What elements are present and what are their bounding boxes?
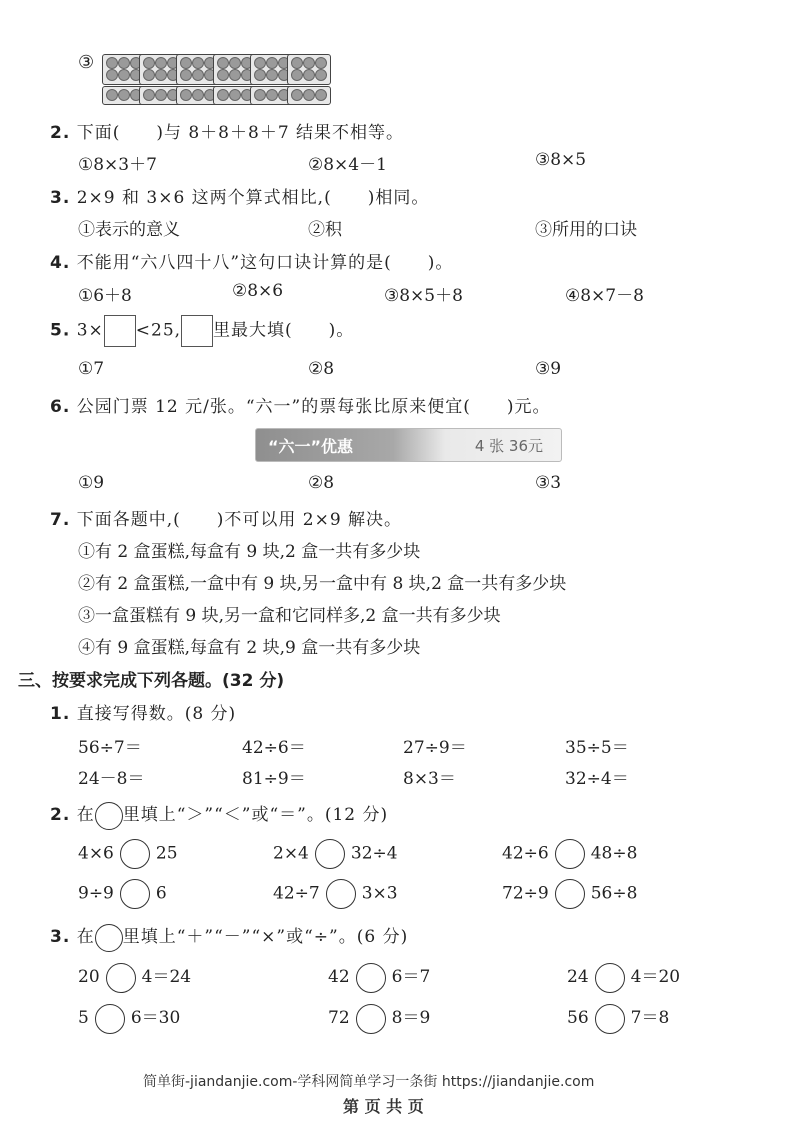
- banner-title: “六一”优惠: [268, 437, 354, 456]
- answer-box[interactable]: [104, 315, 136, 347]
- dot: [266, 69, 278, 81]
- operator-item: [328, 1003, 430, 1034]
- right-expr: 6: [155, 883, 167, 904]
- oral-calc[interactable]: 56÷7＝: [78, 738, 142, 758]
- q6-option-3[interactable]: ③3: [535, 473, 562, 493]
- q2-option-2[interactable]: ②8×4－1: [308, 155, 387, 175]
- left-expr: 42÷6: [502, 843, 549, 864]
- dot-group: [287, 86, 331, 105]
- right-expr: 6＝7: [391, 967, 431, 987]
- right-expr: 4＝20: [630, 967, 681, 987]
- q3-option-2[interactable]: ②积: [308, 220, 342, 240]
- circle-icon: [95, 802, 123, 830]
- operator-item: [567, 962, 680, 993]
- question-number: 2.: [50, 805, 71, 825]
- dot: [254, 69, 266, 81]
- q1-marker: ③: [78, 52, 96, 73]
- answer-circle[interactable]: [326, 879, 356, 909]
- dot: [315, 89, 327, 101]
- right-expr: 6＝30: [130, 1008, 181, 1028]
- section-3-title: 三、按要求完成下列各题。(32 分): [18, 671, 285, 691]
- right-expr: 7＝8: [630, 1008, 670, 1028]
- operator-item: [567, 1003, 669, 1034]
- question-text: 公园门票 12 元/张。“六一”的票每张比原来便宜( )元。: [76, 397, 551, 417]
- right-expr: 4＝24: [141, 967, 192, 987]
- q5-option-1[interactable]: ①7: [78, 359, 105, 379]
- oral-calc[interactable]: 81÷9＝: [242, 769, 306, 789]
- dot: [303, 89, 315, 101]
- answer-circle[interactable]: [120, 839, 150, 869]
- dot: [106, 57, 118, 69]
- s3-question-1: [50, 699, 236, 724]
- dot: [143, 57, 155, 69]
- question-text: 2×9 和 3×6 这两个算式相比,( )相同。: [76, 188, 430, 208]
- question-6: [50, 392, 551, 417]
- s3-question-2: [50, 800, 388, 830]
- question-text-pre: 在: [76, 805, 95, 825]
- answer-circle[interactable]: [595, 963, 625, 993]
- answer-circle[interactable]: [356, 1004, 386, 1034]
- question-text: 下面各题中,( )不可以用 2×9 解决。: [76, 510, 403, 530]
- answer-circle[interactable]: [555, 879, 585, 909]
- dot: [254, 89, 266, 101]
- operator-item: [78, 1003, 180, 1034]
- question-text-post: 里最大填( )。: [213, 320, 355, 341]
- answer-circle[interactable]: [120, 879, 150, 909]
- question-7: [50, 505, 402, 530]
- dot: [315, 69, 327, 81]
- question-3: [50, 183, 429, 208]
- dot: [155, 57, 167, 69]
- left-number: 56: [567, 1008, 589, 1028]
- q3-option-3[interactable]: ③所用的口诀: [535, 220, 637, 240]
- question-number: 2.: [50, 123, 71, 143]
- question-number: 6.: [50, 397, 71, 417]
- dot: [229, 89, 241, 101]
- dot: [118, 57, 130, 69]
- dot: [291, 57, 303, 69]
- question-5: [50, 315, 354, 347]
- q2-option-3[interactable]: ③8×5: [535, 150, 587, 170]
- dot: [106, 69, 118, 81]
- question-number: 7.: [50, 510, 71, 530]
- compare-item: [502, 839, 637, 869]
- q7-option-4[interactable]: ④有 9 盒蛋糕,每盒有 2 块,9 盒一共有多少块: [78, 638, 421, 658]
- dot: [217, 57, 229, 69]
- dot: [303, 57, 315, 69]
- dot: [180, 89, 192, 101]
- dot: [266, 57, 278, 69]
- answer-circle[interactable]: [95, 1004, 125, 1034]
- dot: [229, 57, 241, 69]
- left-number: 24: [567, 967, 589, 987]
- dot: [180, 69, 192, 81]
- dot: [106, 89, 118, 101]
- q4-option-2[interactable]: ②8×6: [232, 281, 284, 301]
- q5-option-2[interactable]: ②8: [308, 359, 335, 379]
- question-4: [50, 248, 453, 273]
- answer-circle[interactable]: [595, 1004, 625, 1034]
- question-number: 3.: [50, 927, 71, 947]
- compare-item: [502, 879, 637, 909]
- dot: [266, 89, 278, 101]
- question-text-pre: 在: [76, 927, 95, 947]
- left-expr: 42÷7: [273, 883, 320, 904]
- circle-icon: [95, 924, 123, 952]
- right-expr: 8＝9: [391, 1008, 431, 1028]
- compare-item: [273, 839, 398, 869]
- answer-box[interactable]: [181, 315, 213, 347]
- q6-option-1[interactable]: ①9: [78, 473, 105, 493]
- q3-option-1[interactable]: ①表示的意义: [78, 220, 180, 240]
- oral-calc[interactable]: 8×3＝: [403, 769, 456, 789]
- compare-item: [78, 879, 167, 909]
- q7-option-3[interactable]: ③一盒蛋糕有 9 块,另一盒和它同样多,2 盒一共有多少块: [78, 606, 501, 626]
- oral-calc[interactable]: 35÷5＝: [565, 738, 629, 758]
- dot: [303, 69, 315, 81]
- dot: [143, 69, 155, 81]
- left-expr: 4×6: [78, 843, 114, 864]
- answer-circle[interactable]: [315, 839, 345, 869]
- q2-option-1[interactable]: ①8×3＋7: [78, 155, 157, 175]
- question-text-post: 里填上“＋”“－”“×”或“÷”。(6 分): [122, 927, 409, 947]
- promo-banner: [255, 428, 562, 462]
- footer-watermark: 简单街-jiandanjie.com-学科网简单学习一条街 https://jiandanjie.com: [143, 1074, 595, 1090]
- question-2: [50, 118, 404, 143]
- dot: [291, 69, 303, 81]
- dot: [143, 89, 155, 101]
- operator-item: [328, 962, 430, 993]
- dot: [254, 57, 266, 69]
- dot: [155, 89, 167, 101]
- answer-circle[interactable]: [555, 839, 585, 869]
- dot: [217, 69, 229, 81]
- q4-option-4[interactable]: ④8×7－8: [565, 286, 644, 306]
- banner-price: 4 张 36元: [474, 437, 543, 455]
- question-number: 5.: [50, 320, 71, 341]
- dot: [192, 69, 204, 81]
- dot: [118, 69, 130, 81]
- q7-option-2[interactable]: ②有 2 盒蛋糕,一盒中有 9 块,另一盒中有 8 块,2 盒一共有多少块: [78, 574, 567, 594]
- question-text: 不能用“六八四十八”这句口诀计算的是( )。: [76, 253, 454, 273]
- question-number: 4.: [50, 253, 71, 273]
- dot: [291, 89, 303, 101]
- q4-option-1[interactable]: ①6＋8: [78, 286, 132, 306]
- right-expr: 32÷4: [350, 843, 398, 864]
- q7-option-1[interactable]: ①有 2 盒蛋糕,每盒有 9 块,2 盒一共有多少块: [78, 542, 421, 562]
- question-text-post: 里填上“＞”“＜”或“＝”。(12 分): [122, 805, 389, 825]
- dot: [229, 69, 241, 81]
- q6-option-2[interactable]: ②8: [308, 473, 335, 493]
- dot: [192, 57, 204, 69]
- dot: [118, 89, 130, 101]
- question-number: 1.: [50, 704, 71, 724]
- left-number: 20: [78, 967, 100, 987]
- right-expr: 48÷8: [590, 843, 638, 864]
- s3-question-3: [50, 922, 408, 952]
- oral-calc[interactable]: 32÷4＝: [565, 769, 629, 789]
- operator-item: [78, 962, 191, 993]
- q5-option-3[interactable]: ③9: [535, 359, 562, 379]
- left-number: 5: [78, 1008, 89, 1028]
- question-text: 直接写得数。(8 分): [76, 704, 237, 724]
- left-expr: 2×4: [273, 843, 309, 864]
- question-text: 下面( )与 8＋8＋8＋7 结果不相等。: [76, 123, 405, 143]
- answer-circle[interactable]: [356, 963, 386, 993]
- right-expr: 25: [155, 843, 178, 864]
- question-number: 3.: [50, 188, 71, 208]
- left-expr: 9÷9: [78, 883, 114, 904]
- dot: [315, 57, 327, 69]
- answer-circle[interactable]: [106, 963, 136, 993]
- left-number: 72: [328, 1008, 350, 1028]
- dot-group: [287, 54, 331, 85]
- dot: [155, 69, 167, 81]
- oral-calc[interactable]: 27÷9＝: [403, 738, 467, 758]
- dot: [180, 57, 192, 69]
- right-expr: 3×3: [361, 883, 398, 904]
- compare-item: [78, 839, 178, 869]
- dot: [217, 89, 229, 101]
- left-number: 42: [328, 967, 350, 987]
- oral-calc[interactable]: 24－8＝: [78, 769, 145, 789]
- dot: [192, 89, 204, 101]
- left-expr: 72÷9: [502, 883, 549, 904]
- q4-option-3[interactable]: ③8×5＋8: [384, 286, 463, 306]
- question-text-pre: 3×: [76, 320, 104, 341]
- oral-calc[interactable]: 42÷6＝: [242, 738, 306, 758]
- right-expr: 56÷8: [590, 883, 638, 904]
- compare-item: [273, 879, 398, 909]
- question-text-mid: <25,: [135, 320, 182, 341]
- page-number: 第 页 共 页: [343, 1097, 424, 1116]
